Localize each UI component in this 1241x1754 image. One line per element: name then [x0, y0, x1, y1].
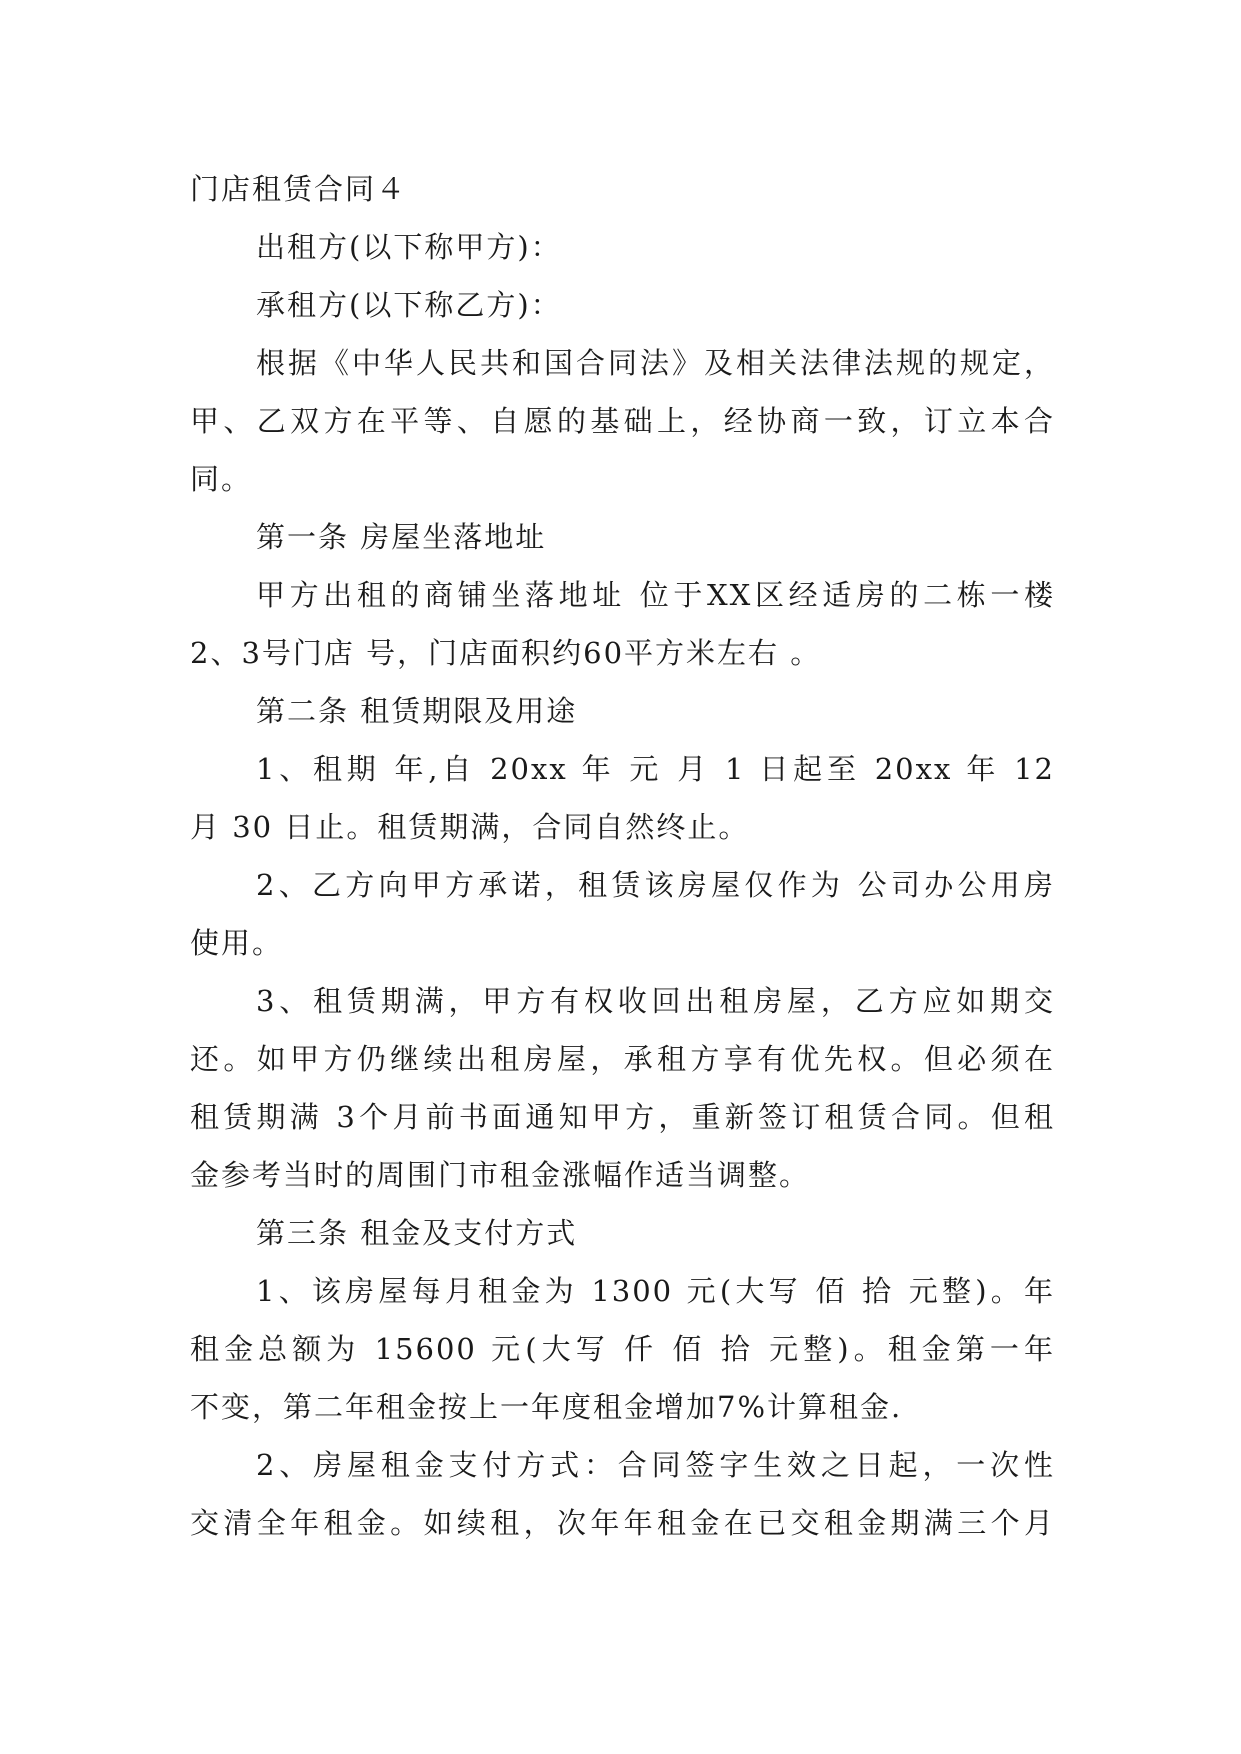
article-3-item-1-line-2: 租金总额为 15600 元(大写 仟 佰 拾 元整)。租金第一年: [190, 1332, 1055, 1366]
article-1-line-1: 甲方出租的商铺坐落地址 位于XX区经适房的二栋一楼: [256, 578, 1055, 612]
article-2-item-3-line-3: 租赁期满 3个月前书面通知甲方，重新签订租赁合同。但租: [190, 1100, 1055, 1134]
article-3-item-2-line-1: 2、房屋租金支付方式：合同签字生效之日起，一次性: [256, 1448, 1055, 1482]
preamble-line-1: 根据《中华人民共和国合同法》及相关法律法规的规定，: [256, 346, 1055, 380]
contract-body: [190, 160, 1055, 1552]
preamble-line-2: 甲、乙双方在平等、自愿的基础上，经协商一致，订立本合: [190, 404, 1055, 438]
contract-title: 门店租赁合同４: [190, 172, 408, 206]
article-3-item-1-line-3: 不变，第二年租金按上一年度租金增加7%计算租金.: [190, 1390, 903, 1424]
article-2-item-3-line-4: 金参考当时的周围门市租金涨幅作适当调整。: [190, 1158, 811, 1192]
article-2-item-3-line-2: 还。如甲方仍继续出租房屋，承租方享有优先权。但必须在: [190, 1042, 1055, 1076]
article-2-item-2-line-1: 2、乙方向甲方承诺，租赁该房屋仅作为 公司办公用房: [256, 868, 1055, 902]
lessor-line: 出租方(以下称甲方)：: [256, 230, 562, 264]
article-2-heading: 第二条 租赁期限及用途: [256, 694, 578, 728]
article-2-item-3-line-1: 3、租赁期满，甲方有权收回出租房屋，乙方应如期交: [256, 984, 1055, 1018]
article-2-item-2-line-2: 使用。: [190, 926, 284, 960]
article-1-line-2: 2、3号门店 号，门店面积约60平方米左右 。: [190, 636, 822, 670]
preamble-line-3: 同。: [190, 462, 253, 496]
lessee-line: 承租方(以下称乙方)：: [256, 288, 562, 322]
article-3-item-2-line-2: 交清全年租金。如续租，次年年租金在已交租金期满三个月: [190, 1506, 1055, 1540]
article-3-item-1-line-1: 1、该房屋每月租金为 1300 元(大写 佰 拾 元整)。年: [256, 1274, 1055, 1308]
article-1-heading: 第一条 房屋坐落地址: [256, 520, 547, 554]
article-3-heading: 第三条 租金及支付方式: [256, 1216, 578, 1250]
article-2-item-1-line-1: 1、租期 年,自 20xx 年 元 月 1 日起至 20xx 年 12: [256, 752, 1055, 786]
article-2-item-1-line-2: 月 30 日止。租赁期满，合同自然终止。: [190, 810, 750, 844]
